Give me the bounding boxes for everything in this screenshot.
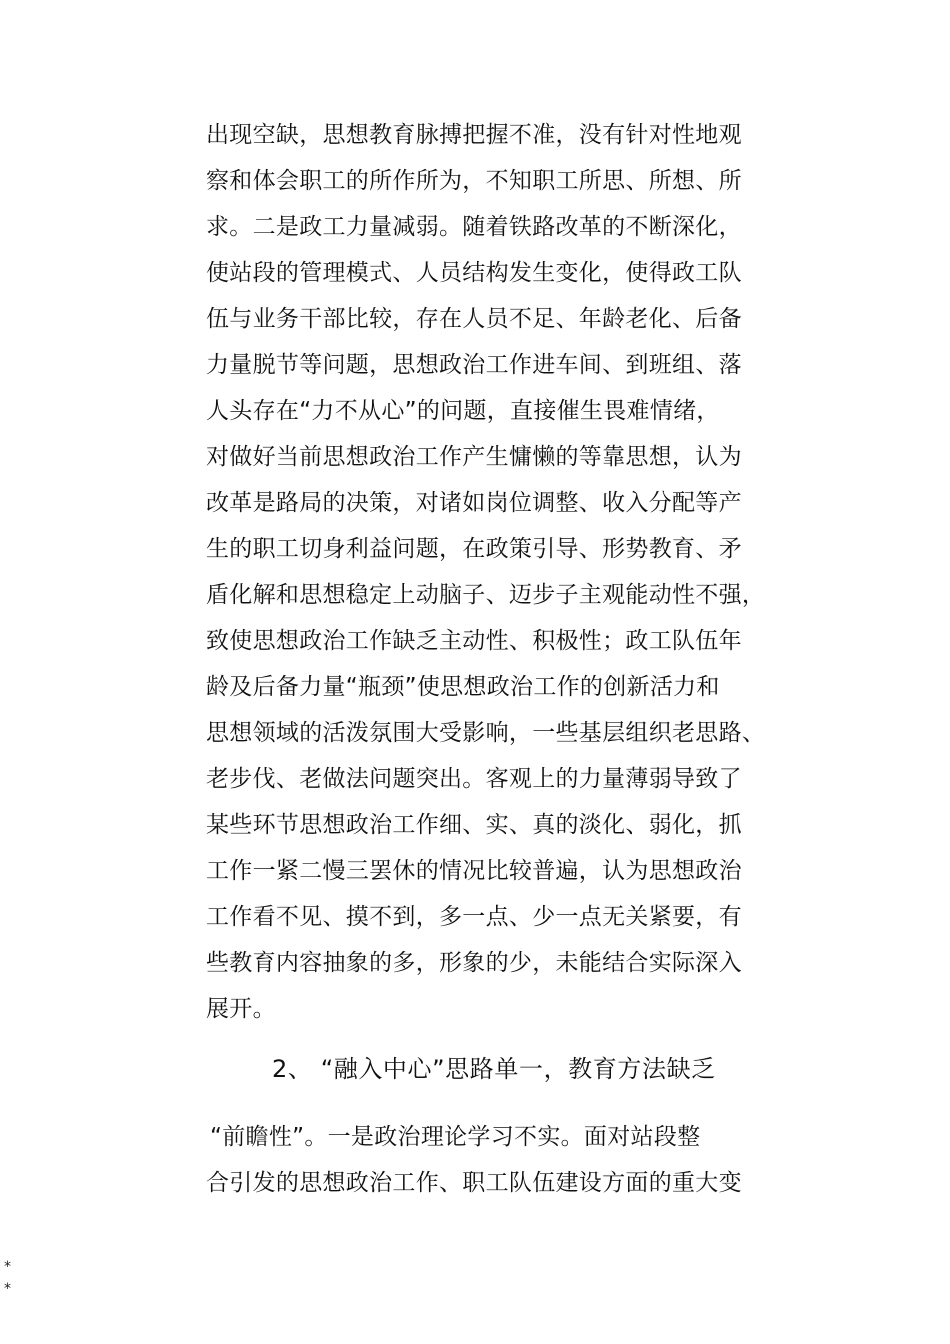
text-line: “前瞻性”。一是政治理论学习不实。面对站段整: [210, 1124, 701, 1150]
text-line: 盾化解和思想稳定上动脑子、迈步子主观能动性不强，: [206, 582, 766, 608]
text-line: 人头存在“力不从心”的问题，直接催生畏难情绪，: [206, 398, 720, 424]
text-line: 老步伐、老做法问题突出。客观上的力量薄弱导致了: [206, 766, 742, 792]
text-line: 思想领域的活泼氛围大受影响，一些基层组织老思路、: [206, 720, 766, 746]
margin-mark: *: [4, 1281, 11, 1297]
section-heading: 2、 “融入中心”思路单一，教育方法缺乏: [272, 1055, 716, 1083]
text-line: 某些环节思想政治工作细、实、真的淡化、弱化，抓: [206, 812, 742, 838]
text-line: 展开。: [206, 996, 276, 1022]
text-line: 改革是路局的决策，对诸如岗位调整、收入分配等产: [206, 490, 742, 516]
margin-mark: *: [4, 1259, 11, 1275]
text-line: 龄及后备力量“瓶颈”使思想政治工作的创新活力和: [206, 674, 720, 700]
text-line: 生的职工切身利益问题，在政策引导、形势教育、矛: [206, 536, 742, 562]
text-line: 对做好当前思想政治工作产生慵懒的等靠思想，认为: [206, 444, 742, 470]
text-line: 致使思想政治工作缺乏主动性、积极性；政工队伍年: [206, 628, 742, 654]
text-line: 工作一紧二慢三罢休的情况比较普遍，认为思想政治: [206, 858, 742, 884]
text-line: 些教育内容抽象的多，形象的少，未能结合实际深入: [206, 950, 742, 976]
text-line: 使站段的管理模式、人员结构发生变化，使得政工队: [206, 260, 742, 286]
text-line: 力量脱节等问题，思想政治工作进车间、到班组、落: [206, 352, 742, 378]
text-line: 出现空缺，思想教育脉搏把握不准，没有针对性地观: [206, 122, 742, 148]
text-line: 求。二是政工力量减弱。随着铁路改革的不断深化，: [206, 214, 742, 240]
text-line: 伍与业务干部比较，存在人员不足、年龄老化、后备: [206, 306, 742, 332]
text-line: 察和体会职工的所作所为，不知职工所思、所想、所: [206, 168, 742, 194]
text-line: 合引发的思想政治工作、职工队伍建设方面的重大变: [206, 1170, 742, 1196]
text-line: 工作看不见、摸不到，多一点、少一点无关紧要，有: [206, 904, 742, 930]
